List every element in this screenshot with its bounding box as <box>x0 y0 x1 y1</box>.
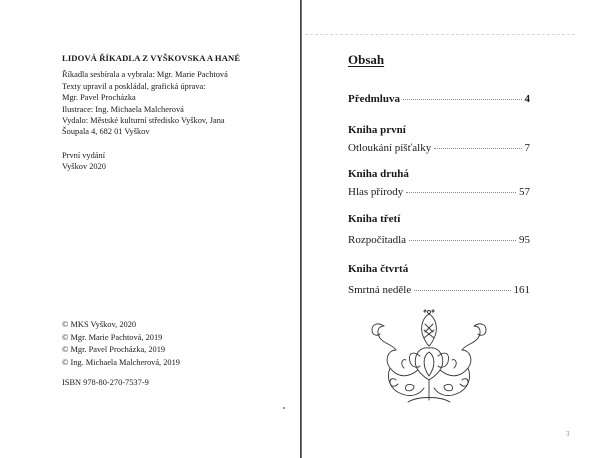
section-title-kniha-treti: Kniha třetí <box>348 213 401 225</box>
toc-entry-label: Smrtná neděle <box>348 284 412 296</box>
edition-block <box>62 150 106 173</box>
folk-ornament-illustration <box>368 306 490 412</box>
dot-leader <box>414 290 510 291</box>
toc-entry[interactable] <box>348 284 530 296</box>
scan-speck <box>283 407 285 409</box>
copyright-line: © Mgr. Pavel Procházka, 2019 <box>62 345 166 355</box>
toc-entry-page: 57 <box>519 186 530 198</box>
dot-leader <box>406 192 516 193</box>
imprint-block <box>62 53 287 138</box>
copyright-block <box>62 319 180 369</box>
page-number: 3 <box>566 430 570 438</box>
toc-heading: Obsah <box>348 52 385 67</box>
toc-entry[interactable] <box>348 186 530 198</box>
edition-label: První vydání <box>62 151 106 160</box>
toc-entry-label: Předmluva <box>348 93 400 105</box>
imprint-line: Ilustrace: Ing. Michaela Malcherová <box>62 104 184 114</box>
copyright-line: © Ing. Michaela Malcherová, 2019 <box>62 357 180 367</box>
section-title-kniha-prvni: Kniha první <box>348 124 406 136</box>
section-title-kniha-druha: Kniha druhá <box>348 168 409 180</box>
place-year: Vyškov 2020 <box>62 162 106 172</box>
toc-entry-page: 161 <box>513 284 530 296</box>
section-title-kniha-ctvrta: Kniha čtvrtá <box>348 263 409 275</box>
imprint-line: Vydalo: Městské kulturní středisko Vyškov, Jana <box>62 116 225 126</box>
isbn: ISBN 978-80-270-7537-9 <box>62 378 149 387</box>
imprint-line: Šoupala 4, 682 01 Vyškov <box>62 127 150 137</box>
imprint-line: Mgr. Pavel Procházka <box>62 93 136 103</box>
right-page-contents <box>302 0 600 458</box>
toc-entry[interactable] <box>348 234 530 246</box>
toc-entry-page: 4 <box>524 93 530 105</box>
imprint-line: Říkadla sesbírala a vybrala: Mgr. Marie Pachtová <box>62 70 228 80</box>
toc-entry[interactable] <box>348 142 530 154</box>
copyright-line: © MKS Vyškov, 2020 <box>62 320 137 329</box>
toc-entry-page: 7 <box>524 142 530 154</box>
toc-entry-preface[interactable] <box>348 93 530 105</box>
dot-leader <box>409 240 516 241</box>
toc-entry-page: 95 <box>519 234 530 246</box>
toc-entry-label: Otloukání píšťalky <box>348 142 432 154</box>
toc-entry-label: Hlas přírody <box>348 186 404 198</box>
toc-entry-label: Rozpočítadla <box>348 234 407 246</box>
book-title: LIDOVÁ ŘÍKADLA Z VYŠKOVSKA A HANÉ <box>62 53 241 63</box>
copyright-line: © Mgr. Marie Pachtová, 2019 <box>62 332 163 342</box>
imprint-line: Texty upravil a poskládal, grafická úprava: <box>62 81 206 91</box>
dot-leader <box>434 148 521 149</box>
dot-leader <box>403 99 522 100</box>
